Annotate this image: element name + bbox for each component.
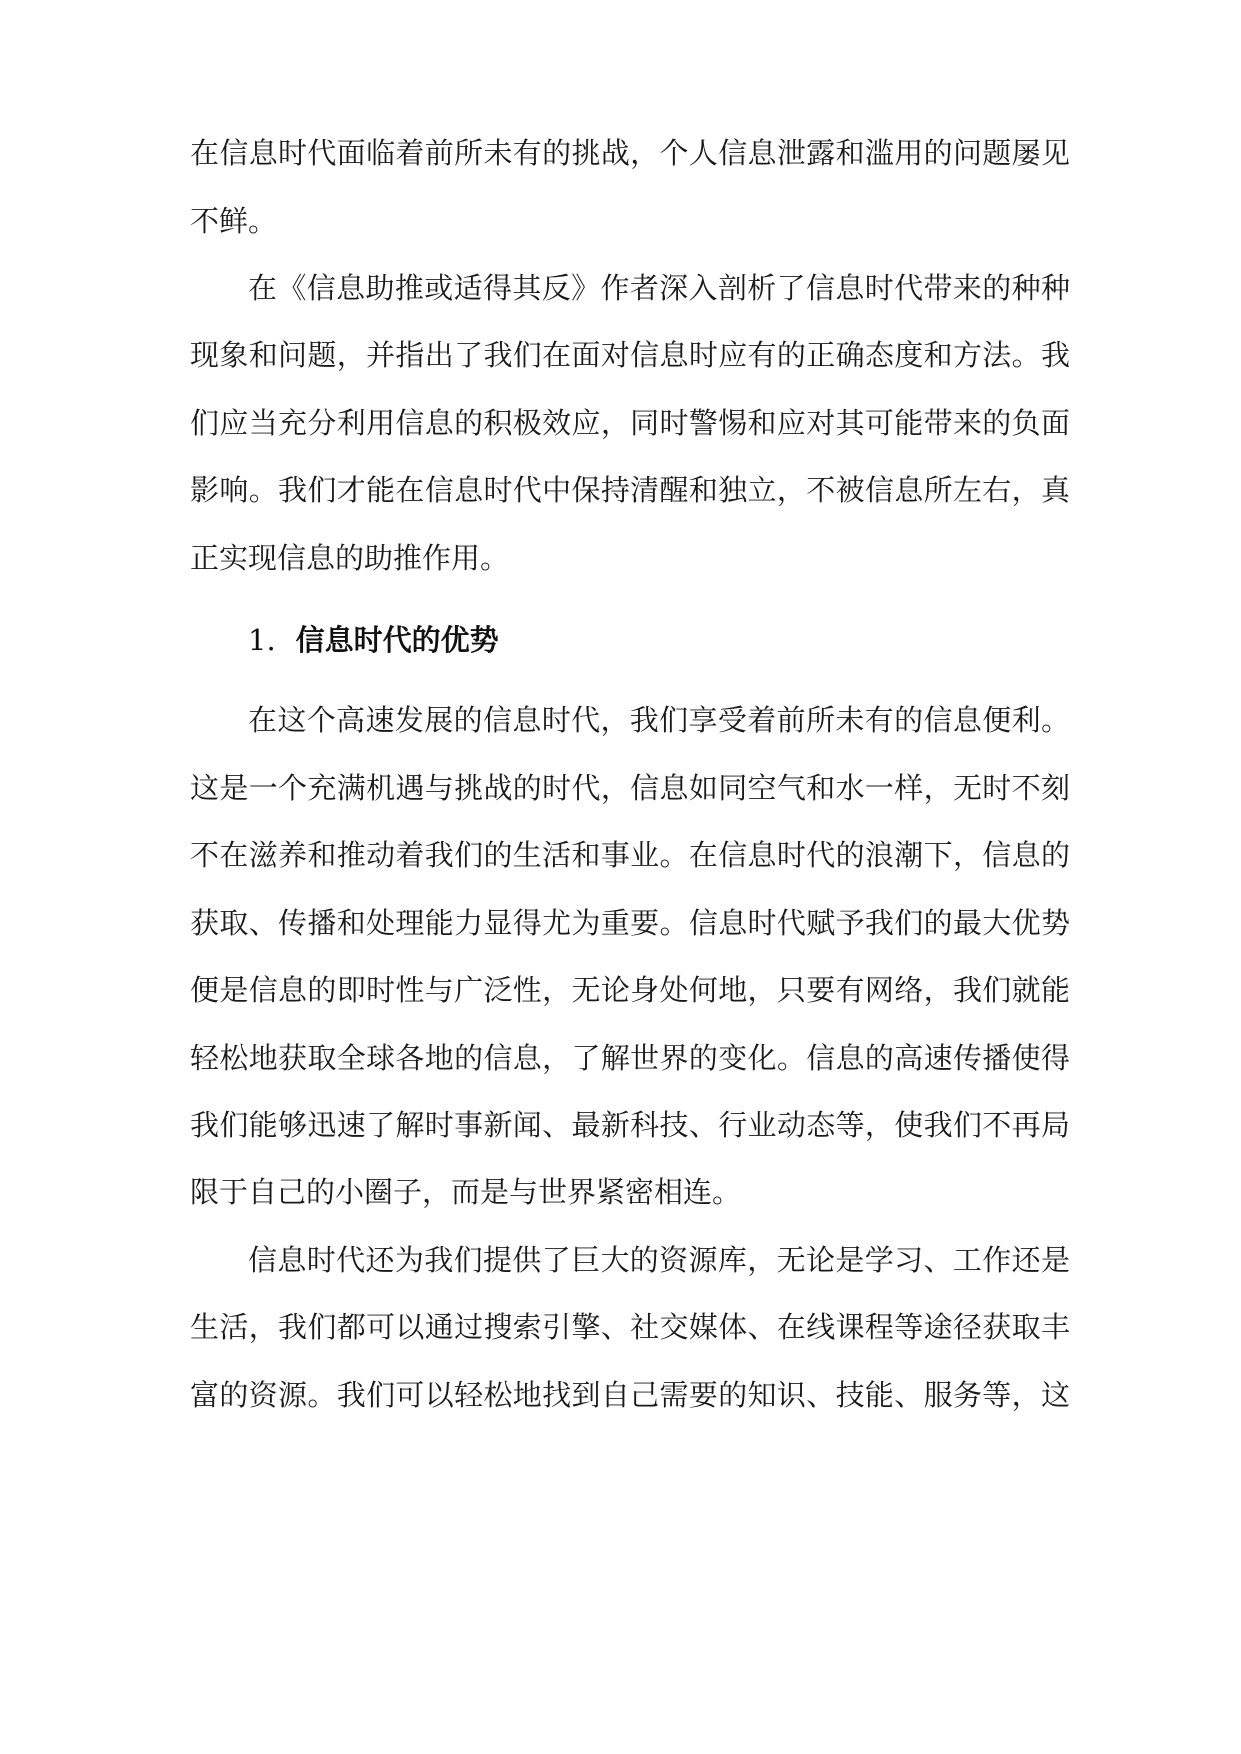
paragraph-line: 限于自己的小圈子，而是与世界紧密相连。 [190, 1175, 742, 1209]
paragraph-line: 信息时代还为我们提供了巨大的资源库，无论是学习、工作还是 [248, 1243, 1070, 1277]
paragraph-line: 正实现信息的助推作用。 [190, 541, 510, 575]
paragraph-line: 现象和问题，并指出了我们在面对信息时应有的正确态度和方法。我 [190, 338, 1070, 372]
paragraph-line: 在这个高速发展的信息时代，我们享受着前所未有的信息便利。 [248, 703, 1070, 737]
paragraph-line: 不在滋养和推动着我们的生活和事业。在信息时代的浪潮下，信息的 [190, 838, 1070, 872]
paragraph-line: 这是一个充满机遇与挑战的时代，信息如同空气和水一样，无时不刻 [190, 771, 1070, 805]
paragraph-line: 富的资源。我们可以轻松地找到自己需要的知识、技能、服务等，这 [190, 1378, 1070, 1412]
paragraph-line: 轻松地获取全球各地的信息，了解世界的变化。信息的高速传播使得 [190, 1041, 1070, 1075]
paragraph-line: 们应当充分利用信息的积极效应，同时警惕和应对其可能带来的负面 [190, 406, 1070, 440]
paragraph-line: 生活，我们都可以通过搜索引擎、社交媒体、在线课程等途径获取丰 [190, 1310, 1070, 1344]
paragraph-line: 我们能够迅速了解时事新闻、最新科技、行业动态等，使我们不再局 [190, 1108, 1070, 1142]
paragraph-line: 便是信息的即时性与广泛性，无论身处何地，只要有网络，我们就能 [190, 973, 1070, 1007]
section-title: 信息时代的优势 [295, 623, 499, 657]
section-heading [248, 620, 499, 660]
paragraph-line: 在《信息助推或适得其反》作者深入剖析了信息时代带来的种种 [248, 271, 1070, 305]
section-number: 1. [248, 623, 276, 657]
paragraph-line: 在信息时代面临着前所未有的挑战，个人信息泄露和滥用的问题屡见 [190, 136, 1070, 170]
paragraph-line: 不鲜。 [190, 204, 278, 238]
paragraph-line: 影响。我们才能在信息时代中保持清醒和独立，不被信息所左右，真 [190, 473, 1070, 507]
paragraph-line: 获取、传播和处理能力显得尤为重要。信息时代赋予我们的最大优势 [190, 906, 1070, 940]
